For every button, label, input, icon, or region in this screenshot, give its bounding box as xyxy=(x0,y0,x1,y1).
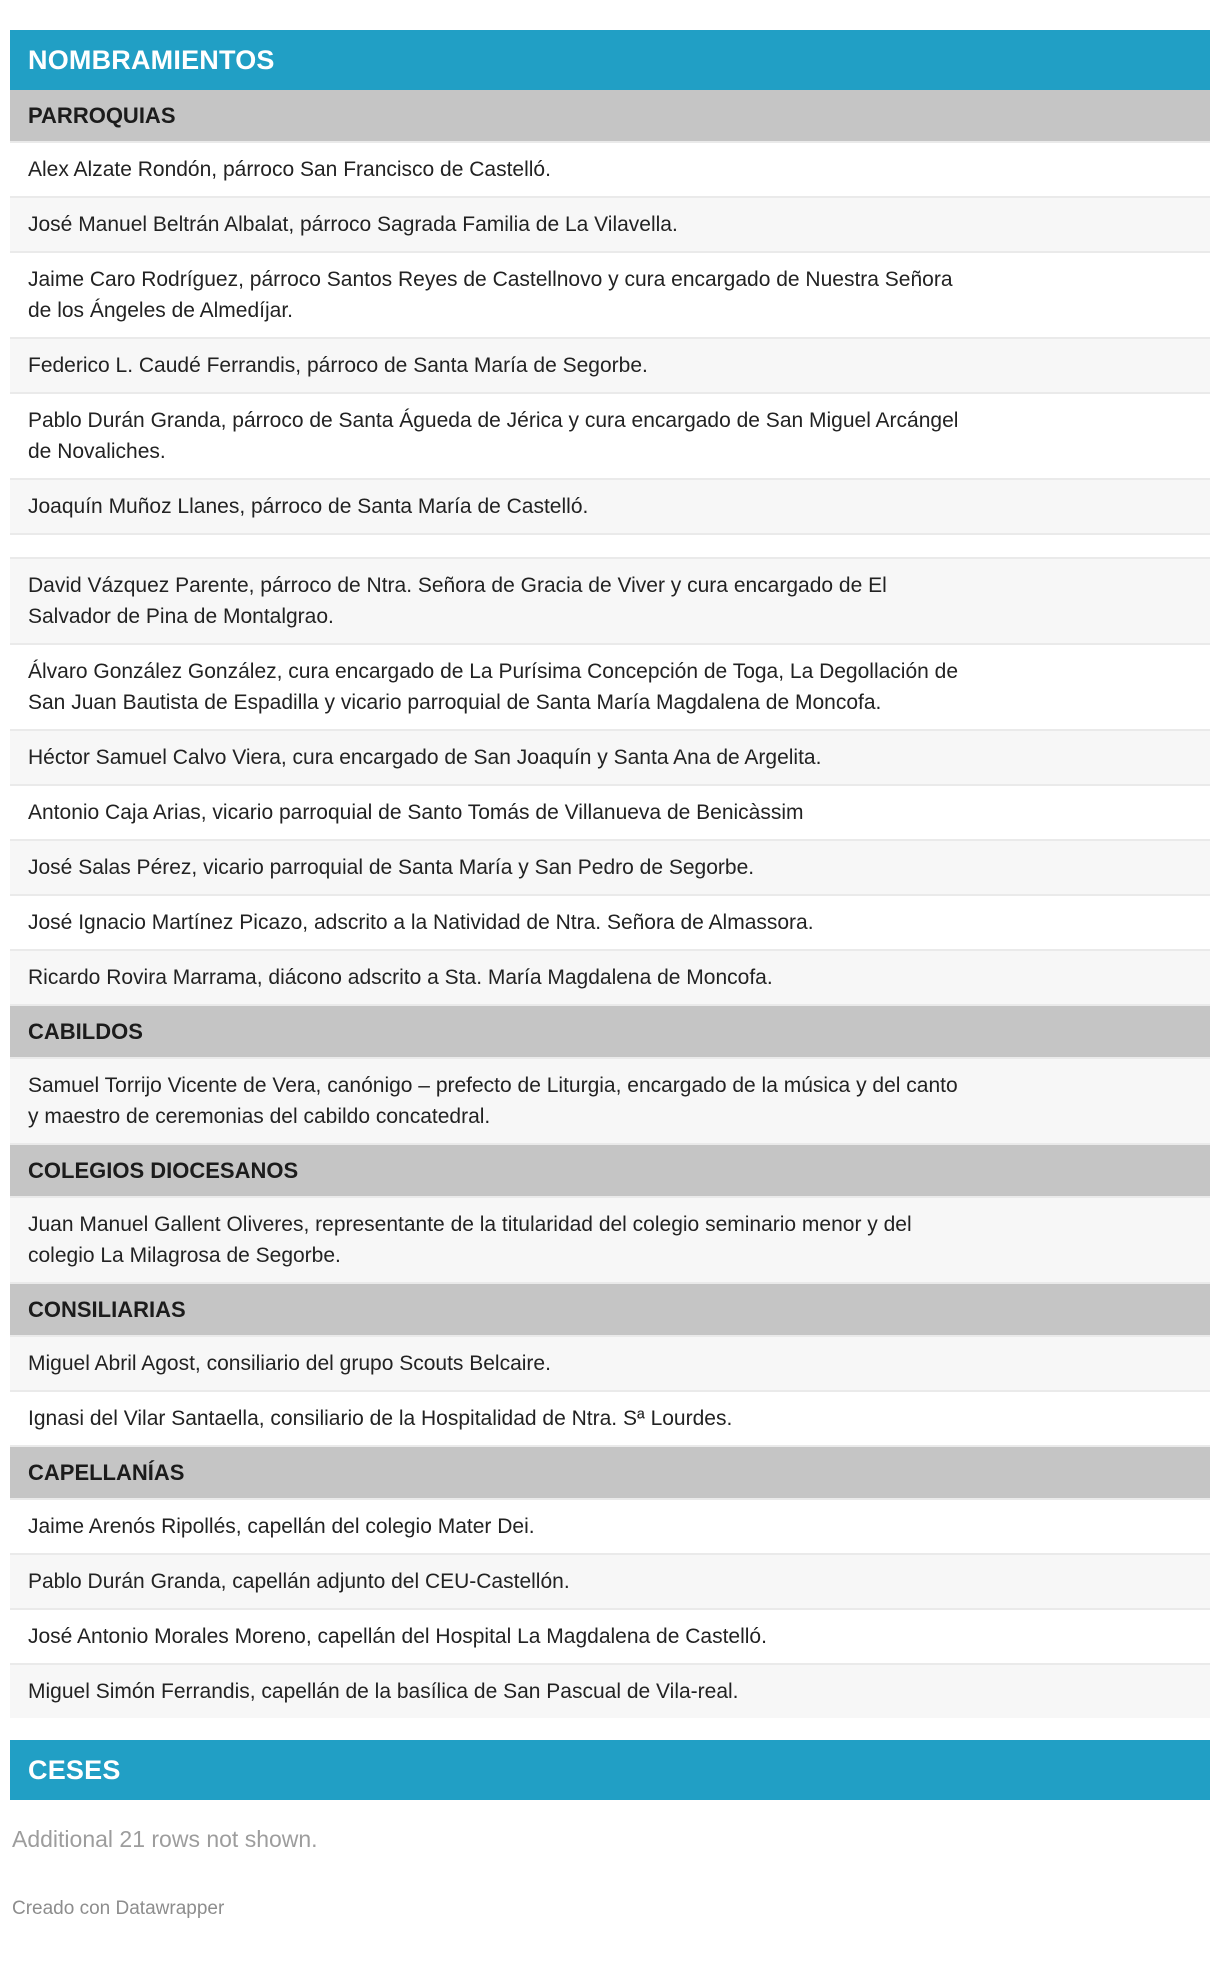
appointment-text: Álvaro González González, cura encargado de La Purísima Concepción de Toga, La Degollación de San Juan Bautista de Espadilla y vicario parroquial de Santa María Magdalena de Moncofa. xyxy=(28,660,959,714)
rows-not-shown-note: Additional 21 rows not shown. xyxy=(12,1826,318,1852)
table-row xyxy=(10,1664,1210,1718)
appointment-text: Jaime Arenós Ripollés, capellán del colegio Mater Dei. xyxy=(28,1515,535,1538)
appointment-text: José Manuel Beltrán Albalat, párroco Sagrada Familia de La Vilavella. xyxy=(28,213,678,236)
section-header-cell: CABILDOS xyxy=(10,1005,1210,1058)
table-title-nombramientos: NOMBRAMIENTOS xyxy=(10,30,1210,90)
table-row xyxy=(10,142,1210,197)
table-cell xyxy=(10,1609,1210,1664)
section-header-row xyxy=(10,1283,1210,1336)
table-row xyxy=(10,1499,1210,1554)
table-row xyxy=(10,1197,1210,1283)
table-body xyxy=(10,90,1210,1718)
table-row xyxy=(10,1336,1210,1391)
table-row xyxy=(10,950,1210,1005)
appointments-table xyxy=(10,30,1210,1800)
table-row xyxy=(10,895,1210,950)
table-cell xyxy=(10,644,1210,730)
appointment-text: David Vázquez Parente, párroco de Ntra. Señora de Gracia de Viver y cura encargado de El Salvador de Pina de Montalgrao. xyxy=(28,574,887,628)
table-cell xyxy=(10,479,1210,534)
table-cell xyxy=(10,252,1210,338)
table-cell xyxy=(10,1336,1210,1391)
appointment-text: Ricardo Rovira Marrama, diácono adscrito a Sta. María Magdalena de Moncofa. xyxy=(28,966,773,989)
appointment-text: Ignasi del Vilar Santaella, consiliario de la Hospitalidad de Ntra. Sª Lourdes. xyxy=(28,1407,733,1430)
table-cell xyxy=(10,785,1210,840)
appointment-text: José Salas Pérez, vicario parroquial de Santa María y San Pedro de Segorbe. xyxy=(28,856,755,879)
appointment-text: Pablo Durán Granda, capellán adjunto del CEU-Castellón. xyxy=(28,1570,570,1593)
datawrapper-credit: Creado con Datawrapper xyxy=(12,1898,225,1919)
table-row xyxy=(10,534,1210,558)
section-header-row xyxy=(10,1005,1210,1058)
table-title-ceses: CESES xyxy=(10,1740,1210,1800)
table-row xyxy=(10,1391,1210,1446)
section-header-cell: CONSILIARIAS xyxy=(10,1283,1210,1336)
table-cell xyxy=(10,895,1210,950)
appointment-text: Antonio Caja Arias, vicario parroquial de Santo Tomás de Villanueva de Benicàssim xyxy=(28,801,804,824)
appointment-text: José Antonio Morales Moreno, capellán del Hospital La Magdalena de Castelló. xyxy=(28,1625,767,1648)
section-header-cell: COLEGIOS DIOCESANOS xyxy=(10,1144,1210,1197)
datawrapper-table-page xyxy=(0,30,1220,1980)
appointment-text: Joaquín Muñoz Llanes, párroco de Santa María de Castelló. xyxy=(28,495,589,518)
table-cell xyxy=(10,1197,1210,1283)
section-header-cell: CAPELLANÍAS xyxy=(10,1446,1210,1499)
table-row xyxy=(10,1609,1210,1664)
table-cell xyxy=(10,950,1210,1005)
table-row xyxy=(10,1554,1210,1609)
table-cell xyxy=(10,393,1210,479)
appointment-text: Héctor Samuel Calvo Viera, cura encargado de San Joaquín y Santa Ana de Argelita. xyxy=(28,746,822,769)
table-row xyxy=(10,1058,1210,1144)
appointment-text: Federico L. Caudé Ferrandis, párroco de Santa María de Segorbe. xyxy=(28,354,648,377)
table-cell xyxy=(10,1499,1210,1554)
section-header-row xyxy=(10,1446,1210,1499)
table-row xyxy=(10,840,1210,895)
table-row xyxy=(10,644,1210,730)
table-cell xyxy=(10,1391,1210,1446)
table-cell xyxy=(10,1554,1210,1609)
appointment-text: Alex Alzate Rondón, párroco San Francisco de Castelló. xyxy=(28,158,551,181)
section-header-row xyxy=(10,1144,1210,1197)
table-cell xyxy=(10,142,1210,197)
table-row xyxy=(10,558,1210,644)
table-row xyxy=(10,252,1210,338)
table-cell xyxy=(10,558,1210,644)
appointment-text: Miguel Abril Agost, consiliario del grupo Scouts Belcaire. xyxy=(28,1352,551,1375)
table-cell xyxy=(10,338,1210,393)
table-cell xyxy=(10,1058,1210,1144)
table-cell xyxy=(10,534,1210,558)
appointment-text: Jaime Caro Rodríguez, párroco Santos Reyes de Castellnovo y cura encargado de Nuestra Señora de los Ángeles de Almedíjar. xyxy=(28,268,953,322)
table-row xyxy=(10,338,1210,393)
appointment-text: Miguel Simón Ferrandis, capellán de la basílica de San Pascual de Vila-real. xyxy=(28,1680,739,1703)
table-cell xyxy=(10,1664,1210,1718)
appointment-text: José Ignacio Martínez Picazo, adscrito a la Natividad de Ntra. Señora de Almassora. xyxy=(28,911,814,934)
table-cell xyxy=(10,840,1210,895)
table-cell xyxy=(10,730,1210,785)
table-row xyxy=(10,393,1210,479)
table-row xyxy=(10,479,1210,534)
appointment-text: Pablo Durán Granda, párroco de Santa Águeda de Jérica y cura encargado de San Miguel Arcángel de Novaliches. xyxy=(28,409,959,463)
table-row xyxy=(10,197,1210,252)
table-cell xyxy=(10,197,1210,252)
table-row xyxy=(10,785,1210,840)
section-header-cell: PARROQUIAS xyxy=(10,90,1210,142)
appointments-rows-table xyxy=(10,90,1210,1718)
section-header-row xyxy=(10,90,1210,142)
appointment-text: Juan Manuel Gallent Oliveres, representante de la titularidad del colegio seminario menor y del colegio La Milagrosa de Segorbe. xyxy=(28,1213,912,1267)
appointment-text: Samuel Torrijo Vicente de Vera, canónigo – prefecto de Liturgia, encargado de la música y del canto y maestro de ceremonias del cabildo concatedral. xyxy=(28,1074,958,1128)
table-row xyxy=(10,730,1210,785)
